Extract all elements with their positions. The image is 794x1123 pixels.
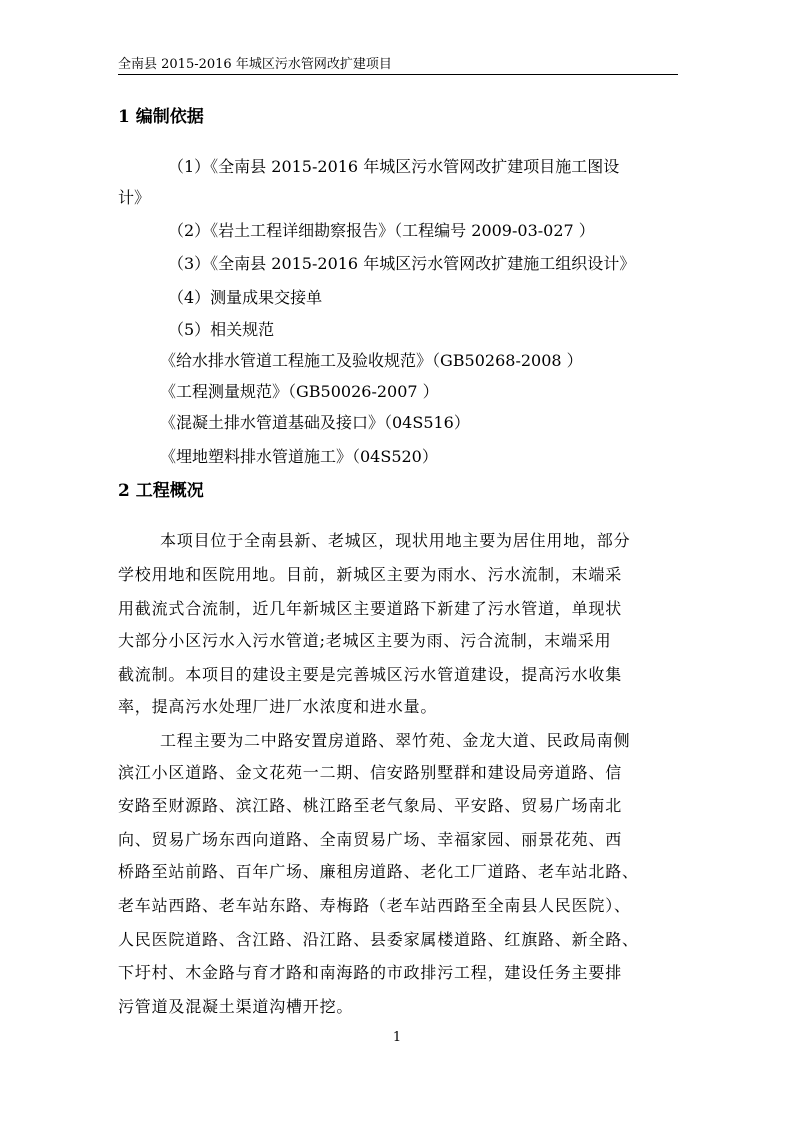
paragraph-line: 学校用地和医院用地。目前，新城区主要为雨水、污水流制，末端采	[118, 565, 623, 584]
paragraph-line: 下圩村、木金路与育才路和南海路的市政排污工程，建设任务主要排	[118, 963, 623, 982]
reference-item: 计》	[118, 188, 151, 207]
paragraph-line: 滨江小区道路、金文花苑一二期、信安路别墅群和建设局旁道路、信	[118, 763, 623, 782]
reference-item: 《混凝土排水管道基础及接口》（04S516）	[160, 413, 470, 432]
running-header: 全南县 2015-2016 年城区污水管网改扩建项目	[118, 57, 392, 72]
paragraph-line: 截流制。本项目的建设主要是完善城区污水管道建设，提高污水收集	[118, 665, 623, 684]
reference-item: （2）《岩土工程详细勘察报告》（工程编号 2009-03-027 ）	[168, 221, 595, 240]
paragraph-line: 桥路至站前路、百年广场、廉租房道路、老化工厂道路、老车站北路、	[118, 862, 639, 881]
section-heading-overview: 2 工程概况	[118, 481, 204, 501]
reference-item: （1）《全南县 2015-2016 年城区污水管网改扩建项目施工图设	[168, 157, 620, 176]
reference-item: （3）《全南县 2015-2016 年城区污水管网改扩建施工组织设计》	[168, 254, 636, 273]
paragraph-line: 用截流式合流制，近几年新城区主要道路下新建了污水管道，单现状	[118, 599, 623, 618]
header-rule	[118, 74, 678, 75]
paragraph-line: 安路至财源路、滨江路、桃江路至老气象局、平安路、贸易广场南北	[118, 796, 623, 815]
paragraph-line: 人民医院道路、含江路、沿江路、县委家属楼道路、红旗路、新全路、	[118, 930, 639, 949]
reference-item: （5）相关规范	[168, 320, 275, 339]
reference-item: 《给水排水管道工程施工及验收规范》（GB50268-2008 ）	[160, 351, 583, 370]
paragraph-line: 老车站西路、老车站东路、寿梅路（老车站西路至全南县人民医院）、	[118, 896, 631, 915]
section-heading-basis: 1 编制依据	[118, 107, 204, 127]
paragraph-line: 向、贸易广场东西向道路、全南贸易广场、幸福家园、丽景花苑、西	[118, 830, 623, 849]
paragraph-line: 工程主要为二中路安置房道路、翠竹苑、金龙大道、民政局南侧	[160, 731, 631, 750]
paragraph-line: 本项目位于全南县新、老城区，现状用地主要为居住用地，部分	[160, 531, 631, 550]
reference-item: （4）测量成果交接单	[168, 288, 323, 307]
paragraph-line: 率，提高污水处理厂进厂水浓度和进水量。	[118, 697, 438, 716]
reference-item: 《工程测量规范》（GB50026-2007 ）	[160, 382, 439, 401]
page-number: 1	[392, 1030, 402, 1045]
paragraph-line: 污管道及混凝土渠道沟槽开挖。	[118, 997, 354, 1016]
reference-item: 《埋地塑料排水管道施工》（04S520）	[160, 447, 438, 466]
paragraph-line: 大部分小区污水入污水管道;老城区主要为雨、污合流制，末端采用	[118, 631, 612, 650]
